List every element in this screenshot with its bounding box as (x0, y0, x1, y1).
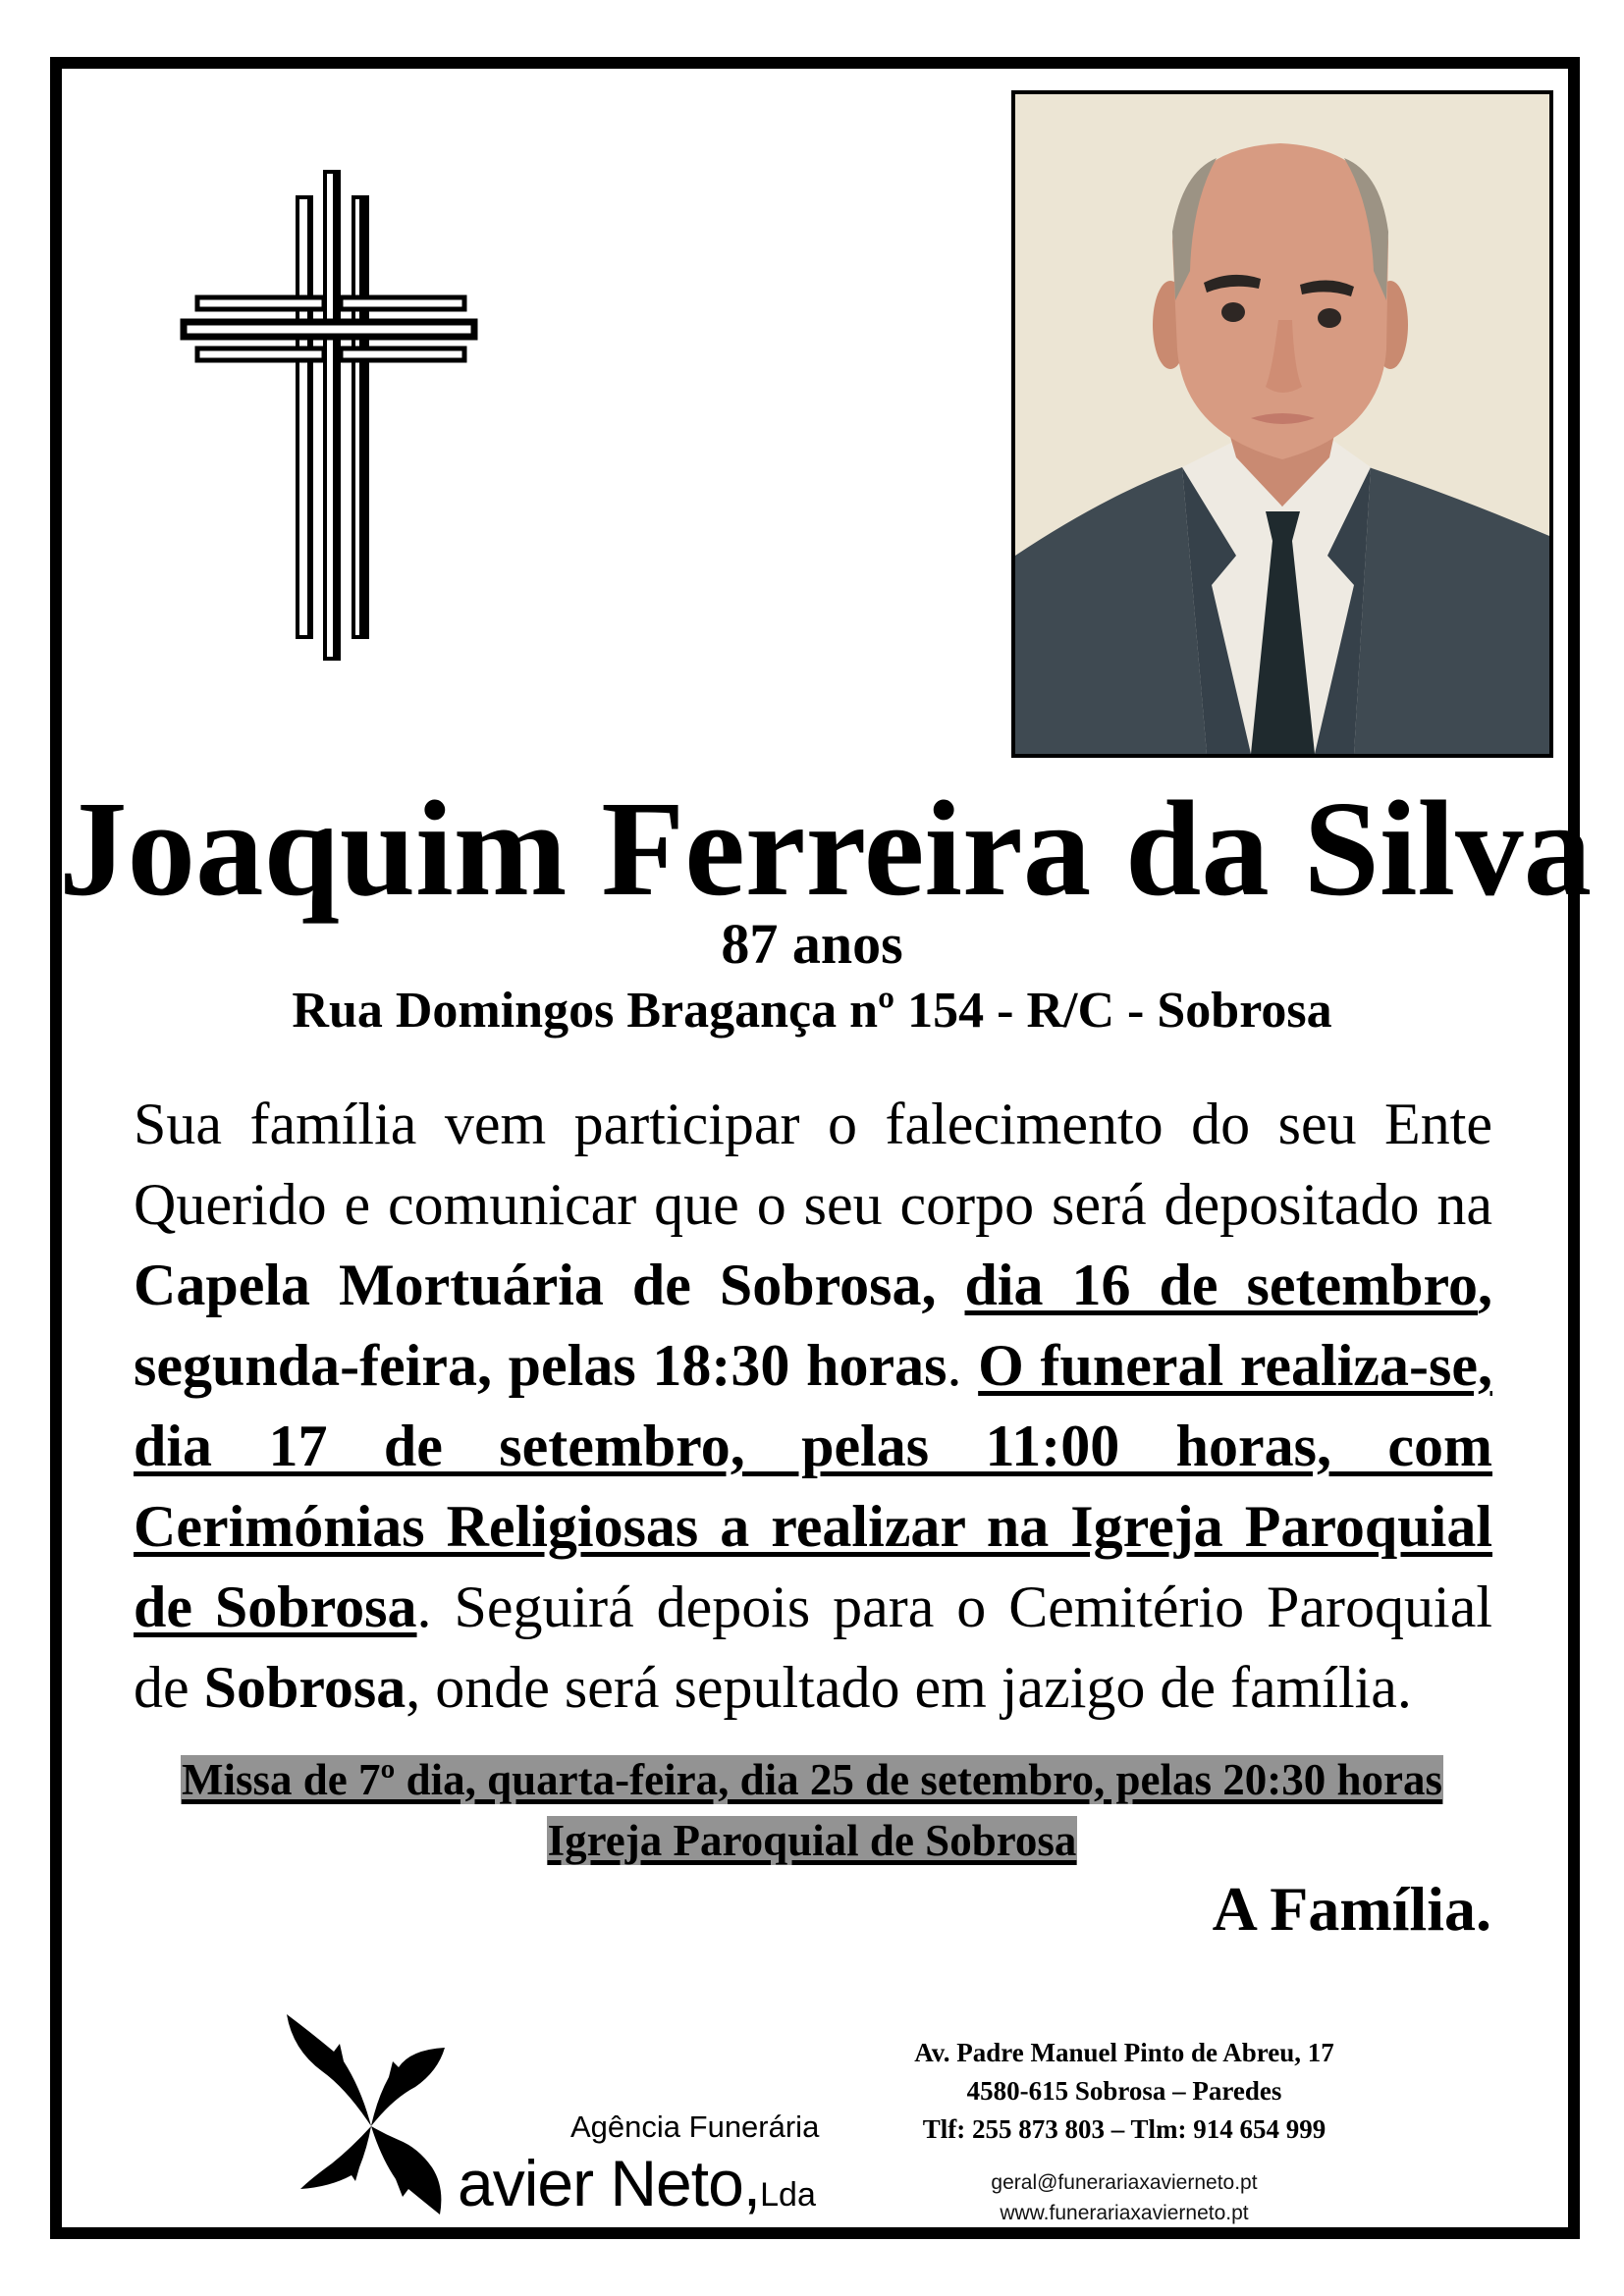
agency-website-link[interactable]: www.funerariaxavierneto.pt (1000, 2202, 1249, 2224)
agency-phones: Tlf: 255 873 803 – Tlm: 914 654 999 (922, 2114, 1326, 2144)
agency-label: Agência Funerária (570, 2109, 820, 2144)
mass-location-line: Igreja Paroquial de Sobrosa (547, 1816, 1077, 1865)
wake-time: , segunda-feira, pelas 18:30 horas (134, 1253, 1493, 1398)
body-segment: , onde será sepultado em jazigo de família. (406, 1655, 1412, 1720)
funeral-details: O funeral realiza-se, dia 17 de setembro, pelas 11:00 horas, com Cerimónias Religiosas a realizar na Igreja Paroquial de Sobrosa (134, 1333, 1492, 1639)
x-leaf-logo-icon (283, 2010, 455, 2216)
chapel-name: Capela Mortuária de Sobrosa (134, 1253, 922, 1317)
body-segment: Sua família vem participar o falecimento do seu Ente Querido e comunicar que o seu corpo será depositado na (134, 1092, 1492, 1237)
deceased-address: Rua Domingos Bragança nº 154 - R/C - Sobrosa (292, 983, 1332, 1039)
body-segment: . (947, 1333, 979, 1398)
agency-suffix: Lda (760, 2176, 816, 2214)
body-segment: . Seguirá depois para o Cemitério Paroquial de (134, 1575, 1492, 1720)
agency-name (458, 2148, 816, 2230)
deceased-age: 87 anos (721, 912, 903, 976)
mass-notice (59, 1751, 1565, 1873)
deceased-name: Joaquim Ferreira da Silva (59, 774, 1593, 925)
body-segment: , (921, 1253, 965, 1317)
portrait-image (1015, 94, 1549, 754)
agency-address-line-1: Av. Padre Manuel Pinto de Abreu, 17 (914, 2038, 1334, 2067)
burial-place: Sobrosa (203, 1655, 406, 1720)
signature: A Família. (1212, 1874, 1491, 1944)
agency-address-line-2: 4580-615 Sobrosa – Paredes (966, 2076, 1282, 2106)
agency-web (884, 2167, 1365, 2228)
announcement-text (134, 1084, 1492, 1728)
latin-cross-icon (177, 167, 481, 667)
wake-date: dia 16 de setembro (964, 1253, 1479, 1317)
agency-name-text: avier Neto, (458, 2147, 761, 2219)
agency-email-link[interactable]: geral@funerariaxavierneto.pt (991, 2171, 1258, 2194)
agency-contact (884, 2034, 1365, 2149)
portrait-photo (1011, 90, 1553, 758)
mass-date-line: Missa de 7º dia, quarta-feira, dia 25 de setembro, pelas 20:30 horas (182, 1755, 1442, 1804)
